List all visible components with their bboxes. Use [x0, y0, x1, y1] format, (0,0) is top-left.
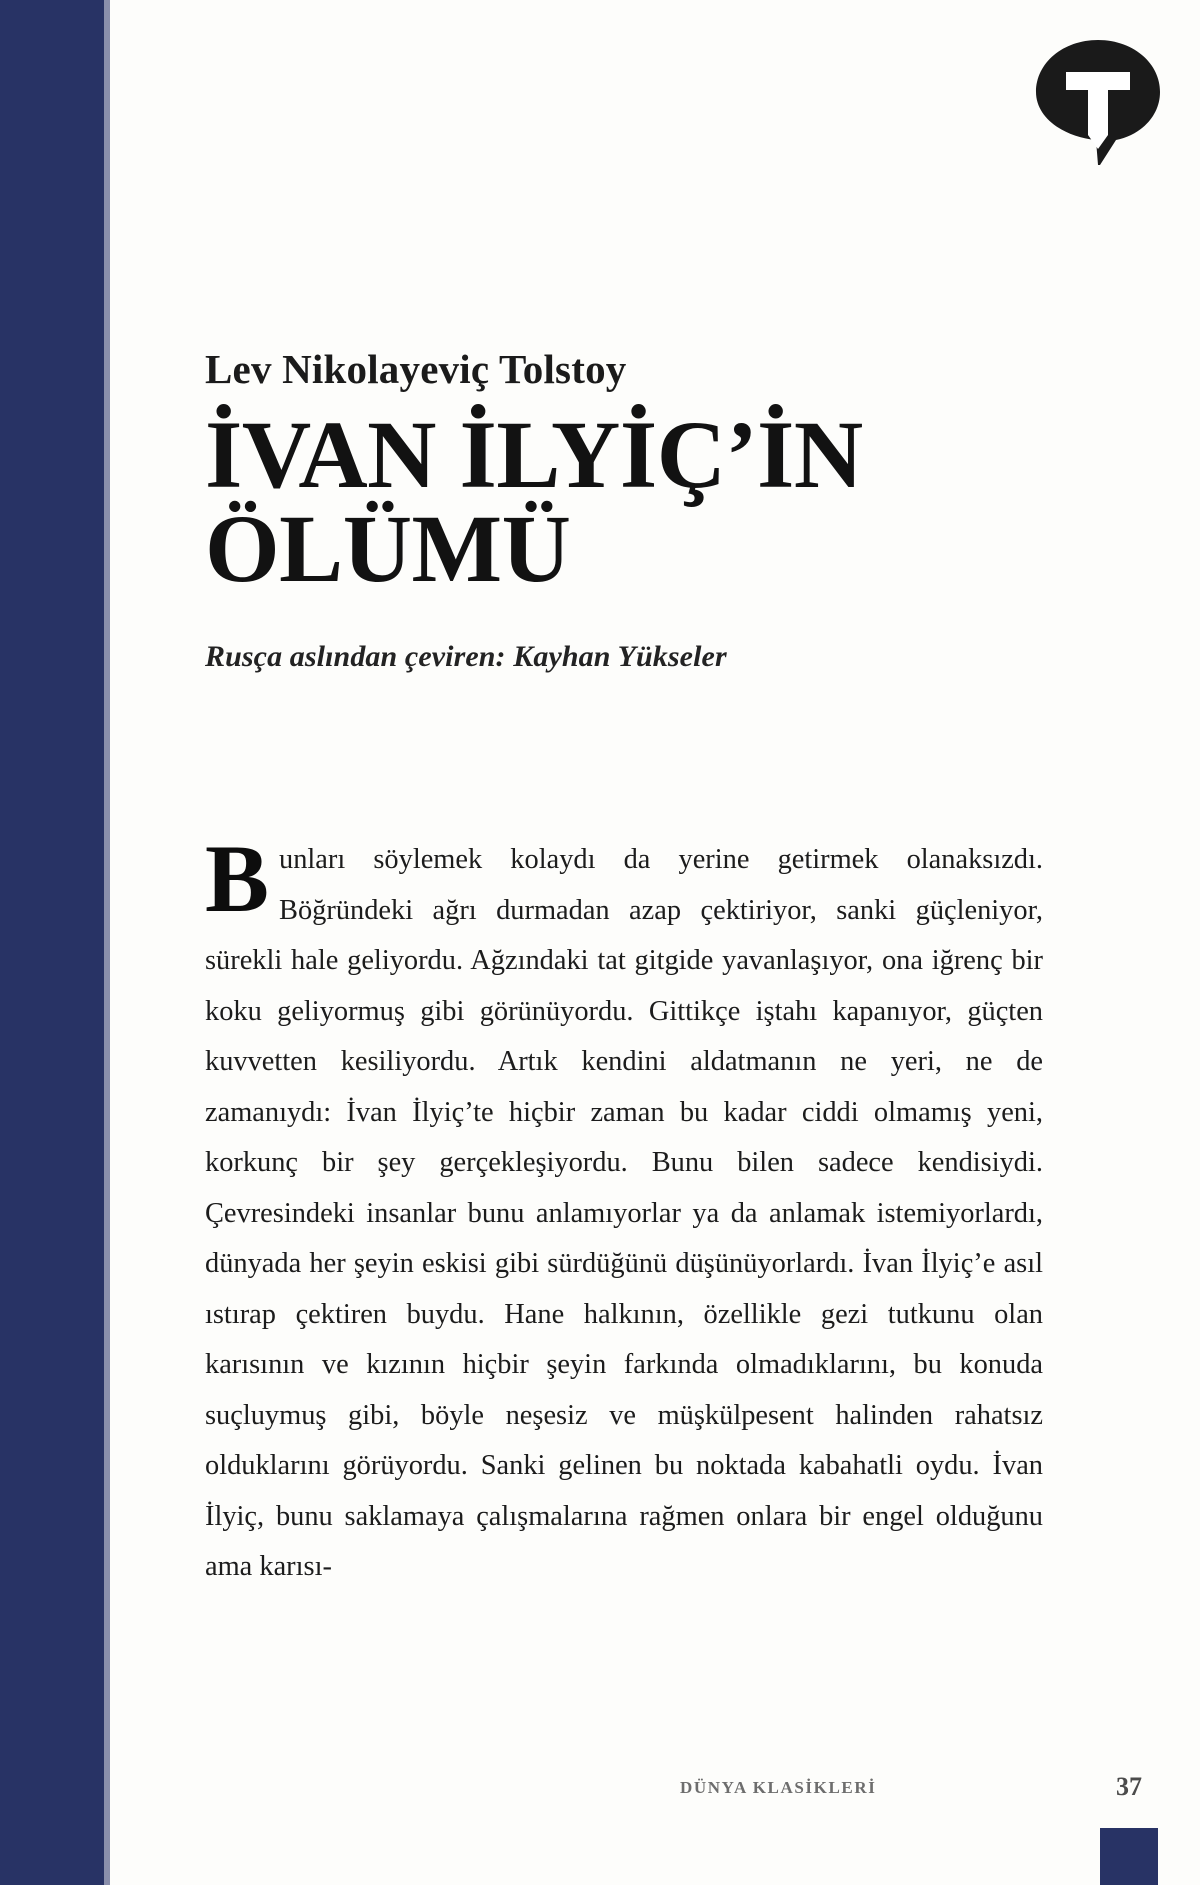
body-paragraph-text: unları söylemek kolaydı da yerine getirmek olanaksızdı. Böğründeki ağrı durmadan azap çektiriyor, sanki güçleniyor, sürekli hale geliyordu. Ağzındaki tat gitgide yavanlaşıyor, ona iğrenç bir koku geliyormuş gibi görünüyordu. Gittikçe iştahı kapanıyor, güçten kuvvetten kesiliyordu. Artık kendini aldatmanın ne yeri, ne de zamanıydı: İvan İlyiç’te hiçbir zaman bu kadar ciddi olmamış yeni, korkunç bir şey gerçekleşiyordu. Bunu bilen sadece kendisiydi. Çevresindeki insanlar bunu anlamıyorlar ya da anlamak istemiyorlardı, dünyada her şeyin eskisi gibi sürdüğünü düşünüyorlardı. İvan İlyiç’e asıl ıstırap çektiren buydu. Hane halkının, özellikle gezi tutkunu olan karısının ve kızının hiçbir şeyin farkında olmadıklarını, bu konuda suçluymuş gibi, böyle neşesiz ve müşkülpesent halinden rahatsız olduklarını görüyordu. Sanki gelinen bu noktada kabahatli oydu. İvan İlyiç, bunu saklamaya çalışmalarına rağmen onlara bir engel olduğunu ama karısı-: [205, 844, 1043, 1582]
publisher-logo-icon: [1028, 34, 1168, 170]
series-label: DÜNYA KLASİKLERİ: [680, 1778, 877, 1797]
author-name: Lev Nikolayeviç Tolstoy: [205, 346, 627, 392]
spine-band: [0, 0, 104, 1885]
book-title-line-1: İVAN İLYİÇ’İN: [205, 401, 863, 508]
spine-edge: [104, 0, 110, 1885]
page-number: 37: [1116, 1772, 1142, 1801]
footer-marker: [1100, 1828, 1158, 1837]
body-paragraph: [205, 825, 1043, 1593]
body-text-block: [205, 825, 1043, 1593]
book-title: [205, 401, 1045, 603]
drop-cap: B: [205, 825, 270, 932]
translator-credit: Rusça aslından çeviren: Kayhan Yükseler: [205, 640, 727, 673]
content-column: [205, 0, 1045, 1885]
book-title-line-2: ÖLÜMÜ: [205, 495, 571, 603]
footer-marker-tail: [1100, 1837, 1158, 1885]
publisher-logo: [1028, 34, 1168, 170]
